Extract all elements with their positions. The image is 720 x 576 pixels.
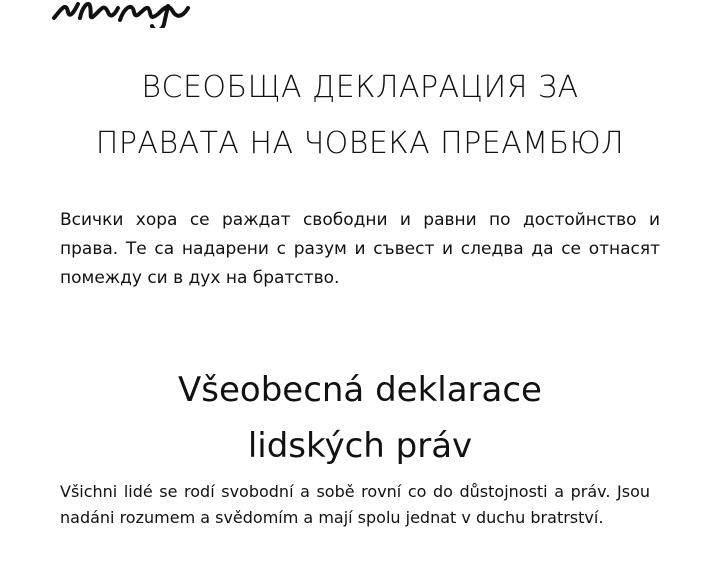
bulgarian-article-text: Всички хора се раждат свободни и равни по достойнство и права. Те са надарени с разум и съвест и следва да се отнасят помежду си в дух на братство. (60, 210, 660, 288)
bulgarian-title-line-1: ВСЕОБЩА ДЕКЛАРАЦИЯ ЗА (141, 70, 579, 105)
czech-title-line-1: Všeobecná deklarace (178, 370, 542, 410)
bulgarian-title-line-2: ПРАВАТА НА ЧОВЕКА ПРЕАМБЮЛ (95, 126, 625, 161)
czech-declaration-title (0, 362, 720, 474)
bulgarian-declaration-title (0, 60, 720, 172)
script-logo-icon (48, 0, 208, 28)
czech-title-line-2: lidských práv (247, 426, 473, 466)
czech-article-text: Všichni lidé se rodí svobodní a sobě rovní co do důstojnosti a práv. Jsou nadáni rozumem a svědomím a mají spolu jednat v duchu bratrství. (60, 482, 650, 527)
